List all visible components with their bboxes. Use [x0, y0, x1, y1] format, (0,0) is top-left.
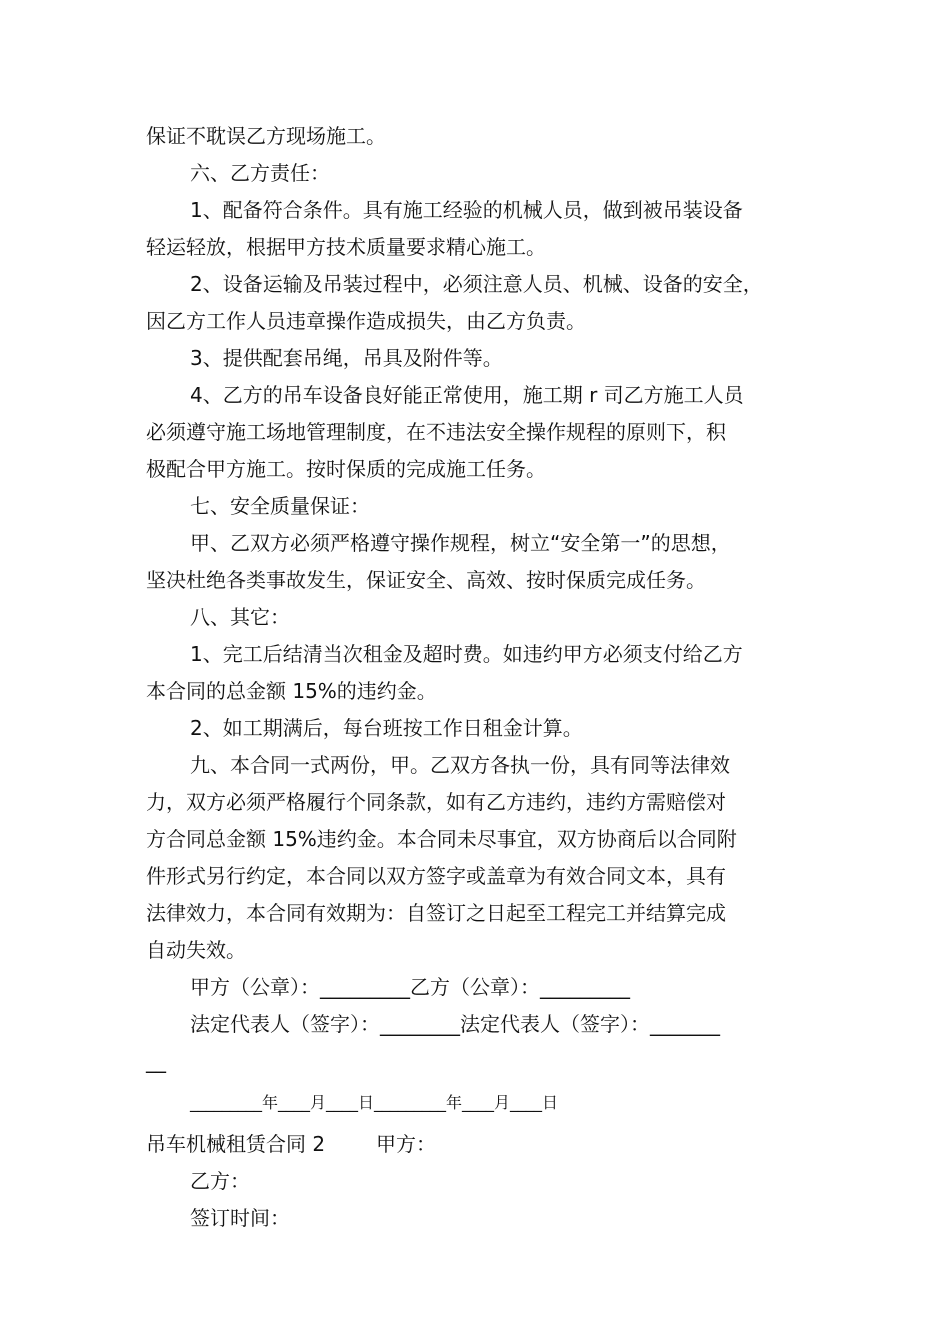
text-line: 甲、乙双方必须严格遵守操作规程，树立“安全第一”的思想， — [190, 531, 731, 555]
text-line: 4、乙方的吊车设备良好能正常使用，施工期 r 司乙方施工人员 — [190, 383, 744, 407]
contract-page — [146, 118, 818, 1237]
text-line: 方合同总金额 15%违约金。本合同未尽事宜，双方协商后以合同附 — [146, 827, 737, 851]
representative-signature-line: 法定代表人（签字）：________法定代表人（签字）：_______ — [190, 1012, 720, 1036]
text-line: 极配合甲方施工。按时保质的完成施工任务。 — [146, 457, 546, 481]
text-line: 1、完工后结清当次租金及超时费。如违约甲方必须支付给乙方 — [190, 642, 743, 666]
section-heading: 六、乙方责任： — [190, 161, 330, 185]
text-line: 1、配备符合条件。具有施工经验的机械人员，做到被吊装设备 — [190, 198, 743, 222]
signing-time-label: 签订时间： — [190, 1206, 290, 1230]
text-line: 法律效力，本合同有效期为：自签订之日起至工程完工并结算完成 — [146, 901, 726, 925]
text-line: 坚决杜绝各类事故发生，保证安全、高效、按时保质完成任务。 — [146, 568, 706, 592]
text-line: 轻运轻放，根据甲方技术质量要求精心施工。 — [146, 235, 546, 259]
text-line: 本合同的总金额 15%的违约金。 — [146, 679, 437, 703]
section-heading: 七、安全质量保证： — [190, 494, 370, 518]
text-line: 3、提供配套吊绳，吊具及附件等。 — [190, 346, 503, 370]
text-line: 2、设备运输及吊装过程中，必须注意人员、机械、设备的安全， — [190, 272, 763, 296]
text-line: 力，双方必须严格履行个同条款，如有乙方违约，违约方需赔偿对 — [146, 790, 726, 814]
section-heading: 八、其它： — [190, 605, 290, 629]
seal-line: 甲方（公章）：_________乙方（公章）：_________ — [190, 975, 630, 999]
date-line: _________年____月____日_________年____月____日 — [190, 1093, 559, 1112]
text-line: 必须遵守施工场地管理制度，在不违法安全操作规程的原则下，积 — [146, 420, 726, 444]
contract-title-line: 吊车机械租赁合同 2 甲方： — [146, 1132, 436, 1156]
text-line: 件形式另行约定，本合同以双方签字或盖章为有效合同文本，具有 — [146, 864, 726, 888]
text-line: 2、如工期满后，每台班按工作日租金计算。 — [190, 716, 583, 740]
party-b-label: 乙方： — [190, 1169, 250, 1193]
underline-continuation: __ — [146, 1049, 166, 1073]
text-line: 因乙方工作人员违章操作造成损失，由乙方负责。 — [146, 309, 586, 333]
section-heading: 九、本合同一式两份，甲。乙双方各执一份，具有同等法律效 — [190, 753, 730, 777]
text-line: 保证不耽误乙方现场施工。 — [146, 124, 386, 148]
text-line: 自动失效。 — [146, 938, 246, 962]
